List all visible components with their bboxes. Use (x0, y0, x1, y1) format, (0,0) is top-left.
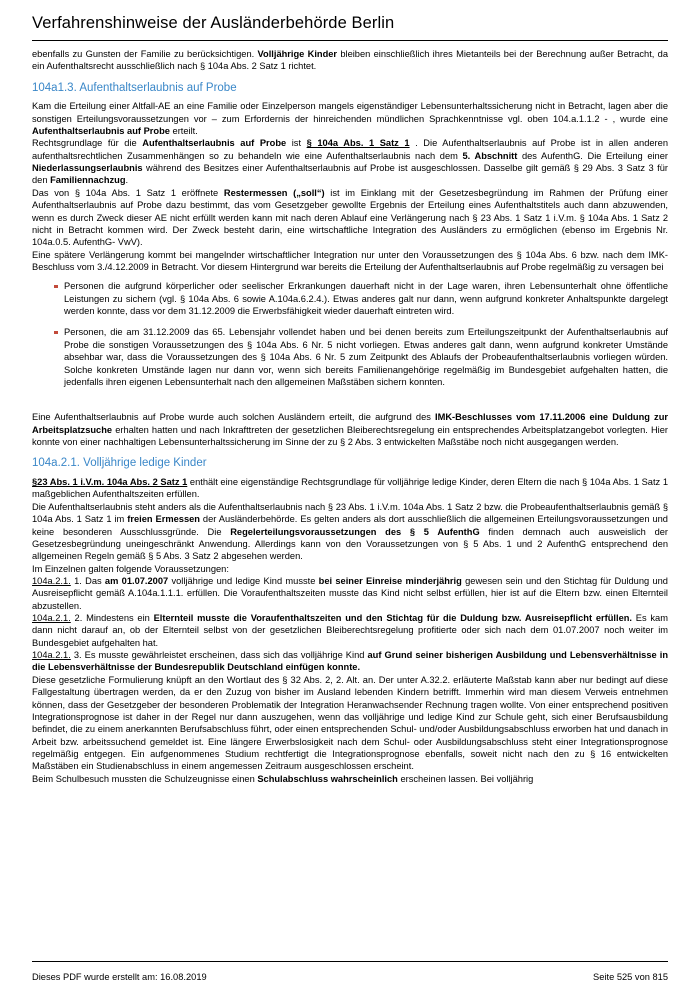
paragraph-11: 104a.2.1. 3. Es musste gewährleistet erscheinen, dass sich das volljährige Kind auf Grund seiner bisherigen Ausbildung und Lebensverhältnisse in die Lebensverhältnisse der Bundesrepublik Deutschland einfügen konnte. (32, 650, 668, 673)
section-heading-104a13: 104a1.3. Aufenthaltserlaubnis auf Probe (32, 81, 237, 94)
title-divider (32, 40, 668, 41)
footer-created-date: Dieses PDF wurde erstellt am: 16.08.2019 (32, 972, 207, 982)
paragraph-8: Im Einzelnen galten folgende Voraussetzungen: (32, 563, 229, 574)
paragraph-top: ebenfalls zu Gunsten der Familie zu berücksichtigen. Volljährige Kinder bleiben einschließlich ihres Mietanteils bei der Berechnung außer Betracht, da ein Aufenthaltsrecht ausschließlich nach § 104a Abs. 2 Satz 1 richtet. (32, 48, 668, 72)
paragraph-3: Das von § 104a Abs. 1 Satz 1 eröffnete Restermessen („soll“) ist im Einklang mit der Gesetzesbegründung im Rahmen der Prüfung einer Aufenthaltserlaubnis auf Probe dazu bestimmt, das vom Gesetzgeber gewollte Ergebnis der Erteilung eines Aufenthaltstitels auch dann abzuwenden, wenn es durch Zweck dieser AE nicht erfüllt werden kann mit nach deren Ablauf eine Verlängerung nach § 23 Abs. 1 Satz 1 i.V.m. § 104a Abs. 1 Satz 2 nicht in Betracht kommen wird. Der Zweck besteht darin, eine wirtschaftliche Integration des Ausländers zu ermöglichen (ebenso im Ergebnis Nr. 104a.0.5. AufenthG- VwV). (32, 187, 668, 248)
paragraph-7: Die Aufenthaltserlaubnis steht anders als die Aufenthaltserlaubnis nach § 23 Abs. 1 i.V.m. 104a Abs. 1 Satz 2 bzw. die Probeaufenthaltserlaubnis gemäß § 104a Abs. 1 Satz 1 im freien Ermessen der Ausländerbehörde. Es gelten anders als dort ausschließlich die allgemeinen Erteilungsvoraussetzungen und keine besonderen Ausschlussgründe. Die Regelerteilungsvoraussetzungen des § 5 AufenthG finden demnach auch ausweislich der Gesetzesbegründung uneingeschränkt Anwendung. Allerdings kann von den Voraussetzungen von § 5 Abs. 1 und 2 AufenthG entsprechend den allgemeinen Regeln gemäß § 5 Abs. 3 Satz 2 abgesehen werden. (32, 501, 669, 562)
paragraph-1: Kam die Erteilung einer Altfall-AE an eine Familie oder Einzelperson mangels eigenständiger Lebensunterhaltssicherung nicht in Betracht, lagen aber die sonstigen Erteilungsvoraussetzungen vor – zum Erfordernis der hinreichenden mündlichen Sprachkenntnisse vgl. oben 104.a.1.1.2 - , wurde eine Aufenthaltserlaubnis auf Probe erteilt. (32, 101, 668, 137)
paragraph-5: Eine Aufenthaltserlaubnis auf Probe wurde auch solchen Ausländern erteilt, die aufgrund des IMK-Beschlusses vom 17.11.2006 eine Duldung zur Arbeitsplatzsuche erhalten hatten und nach Inkrafttreten der gesetzlichen Bleiberechtsregelung ein entsprechendes Arbeitsplatzangebot vorlegten. Hier konnte von einer nachhaltigen Lebensunterhaltssicherung im Sinne der zu § 2 Abs. 3 entwickelten Maßstäbe noch nicht ausgegangen werden. (32, 412, 668, 447)
paragraph-13: Beim Schulbesuch mussten die Schulzeugnisse einen Schulabschluss wahrscheinlich erscheinen lassen. Bei volljährig (32, 773, 534, 784)
page-title: Verfahrenshinweise der Ausländerbehörde Berlin (32, 14, 395, 32)
paragraph-9: 104a.2.1. 1. Das am 01.07.2007 volljährige und ledige Kind musste bei seiner Einreise minderjährig gewesen sein und den Stichtag für Duldung und Ausreisepflicht gemäß A.104a.1.1.1. erfüllen. Die Voraufenthaltszeiten musste das Kind nicht selbst erfüllen, hier ist auf die Eltern bzw. einen Elternteil abzustellen. (32, 575, 668, 611)
paragraph-12: Diese gesetzliche Formulierung knüpft an den Wortlaut des § 32 Abs. 2, 2. Alt. an. Der unter A.32.2. erläuterte Maßstab kann aber nur bedingt auf diese Fallgestaltung übertragen werden, da er den Zuzug von bisher im Ausland lebenden Kindern betrifft. Immerhin wird man diesem Verweis entnehmen können, dass der Gesetzgeber der besonderen Problematik der Integration Heranwachsender Rechnung tragen wollte. Von einer entsprechend positiven Integrationsprognose ist daher in der Regel nur dann auszugehen, wenn das volljährige und ledige Kind zur Schule geht, sich einer Berufsausbildung befindet, die zu einem anerkannten Berufsabschluss führt, oder einen entsprechenden Schul- und/oder Ausbildungsabschluss erworben hat und danach in Arbeit bzw. arbeitssuchend gemeldet ist. Eine längere Erwerbslosigkeit nach dem Schul- oder Ausbildungsabschluss steht einer Integrationsprognose regelmäßig entgegen. Ein aufgenommenes Studium rechtfertigt die Integrationsprognose ebenfalls, soweit nicht nach den zu § 16 entwickelten Maßstäben ein Studienabschluss in einem angemessen Zeitraum ausgeschlossen erscheint. (32, 674, 668, 772)
paragraph-6: §23 Abs. 1 i.V.m. 104a Abs. 2 Satz 1 enthält eine eigenständige Rechtsgrundlage für volljährige ledige Kinder, deren Eltern die nach § 104a Abs. 1 Satz 1 maßgeblichen Aufenthaltszeiten erfüllen. (32, 477, 668, 500)
footer-divider (32, 961, 668, 962)
section-heading-104a21: 104a.2.1. Volljährige ledige Kinder (32, 457, 207, 470)
footer-page-number: Seite 525 von 815 (593, 972, 668, 982)
paragraph-2: Rechtsgrundlage für die Aufenthaltserlaubnis auf Probe ist § 104a Abs. 1 Satz 1 . Die Aufenthaltserlaubnis auf Probe ist in allen anderen aufenthaltsrechtlichen Zusammenhängen so zu behandeln wie eine Aufenthaltserlaubnis nach dem 5. Abschnitt des AufenthG. Die Erteilung einer Niederlassungserlaubnis während des Besitzes einer Aufenthaltserlaubnis auf Probe ist ausgeschlossen. Dasselbe gilt gemäß § 29 Abs. 3 Satz 3 für den Familiennachzug. (32, 138, 668, 186)
page-footer (32, 972, 668, 982)
bullet-list (32, 280, 668, 388)
list-item: Personen, die am 31.12.2009 das 65. Lebensjahr vollendet haben und bei denen bereits zum Erteilungszeitpunkt der Aufenthaltserlaubnis auf Probe die sonstigen Voraussetzungen des § 104a Abs. 6 Nr. 5 nicht vorliegen. Etwas anderes galt dann, wenn aufgrund konkreter Umstände absehbar war, dass die Voraussetzungen des § 104a Abs. 6 Nr. 5 zum Zeitpunkt des Ablaufs der Probeaufenthaltserlaubnis vorliegen würden. Solche konkreten Umstände lagen nur dann vor, wenn sich bereits Familienangehörige regelmäßig im Bundesgebiet aufgehalten hatten, die jedenfalls ihren eigenen Lebensunterhalt nach den allgemeinen Maßstäben sichern konnten. (54, 326, 668, 388)
list-item: Personen die aufgrund körperlicher oder seelischer Erkrankungen dauerhaft nicht in der Lage waren, ihren Lebensunterhalt ohne öffentliche Leistungen zu sichern (vgl. § 104a Abs. 6 sowie A.104a.6.2.4.). Etwas anderes galt nur dann, wenn aufgrund konkreter Anhaltspunkte dargelegt werden konnte, dass vor dem 31.12.2009 die Erwerbsfähigkeit wieder dauerhaft eintreten wird. (54, 280, 668, 317)
spacer (32, 397, 668, 411)
paragraph-4: Eine spätere Verlängerung kommt bei mangelnder wirtschaftlicher Integration nur unter den Voraussetzungen des § 104a Abs. 6 bzw. nach dem IMK- Beschluss vom 3./4.12.2009 in Betracht. Vor diesem Hintergrund war bereits die Erteilung der Aufenthaltserlaubnis auf Probe regelmäßig zu versagen bei (32, 249, 668, 272)
paragraph-10: 104a.2.1. 2. Mindestens ein Elternteil musste die Voraufenthaltszeiten und den Stichtag für die Duldung bzw. Ausreisepflicht erfüllen. Es kam dann nicht darauf an, ob der Elternteil selbst von der gesetzlichen Bleiberechtsregelung profitierte oder sich nach dem 01.07.2007 noch weiter im Bundesgebiet aufgehalten hat. (32, 613, 668, 648)
